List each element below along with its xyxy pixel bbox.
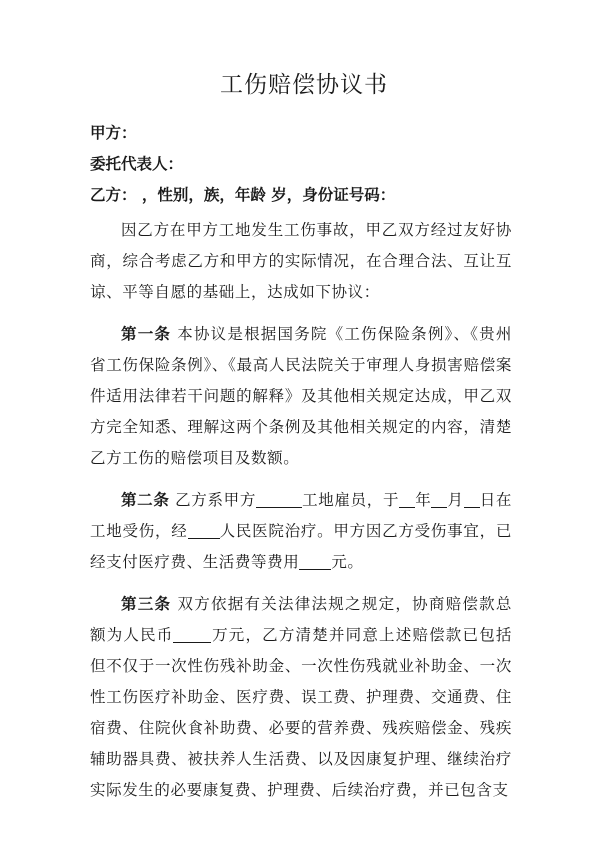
article-3-heading: 第三条 (121, 594, 172, 613)
party-b-text: 乙方： ，性别，族，年龄 岁，身份证号码： (90, 185, 396, 204)
article-3 (90, 588, 512, 806)
article-1-heading: 第一条 (121, 324, 172, 343)
article-3-text-1: 双方依据有关法律法规之规定，协商赔偿款总额为人民币 (90, 595, 512, 644)
blank-paid-amount (299, 554, 331, 571)
article-2 (90, 484, 512, 578)
article-2-text-2: 工地雇员，于 (302, 491, 400, 509)
article-2-text-4: 月 (447, 491, 464, 509)
blank-total-amount (173, 627, 211, 644)
blank-year (399, 492, 415, 509)
article-2-text-3: 年 (415, 491, 432, 509)
blank-hospital (188, 523, 220, 540)
blank-day (464, 492, 480, 509)
representative-line: 委托代表人： (90, 154, 184, 173)
article-1 (90, 318, 512, 474)
article-1-text: 本协议是根据国务院《工伤保险条例》、《贵州省工伤保险条例》、《最高人民法院关于审理人身损害赔偿案件适用法律若干问题的解释》及其他相关规定达成，甲乙双方完全知悉、理解这两个条例及其他相关规定的内容，清楚乙方工伤的赔偿项目及数额。 (90, 325, 512, 467)
article-2-heading: 第二条 (121, 490, 170, 509)
party-a-line: 甲方： (90, 123, 137, 142)
document-title: 工伤赔偿协议书 (220, 72, 388, 98)
article-2-text-1: 乙方系甲方 (169, 491, 257, 509)
article-3-text-2: 万元，乙方清楚并同意上述赔偿款已包括但不仅于一次性伤残补助金、一次性伤残就业补助金、一次性工伤医疗补助金、医疗费、误工费、护理费、交通费、住宿费、住院伙食补助费、必要的营养费、残疾赔偿金、残疾辅助器具费、被扶养人生活费、以及因康复护理、继续治疗实际发生的必要康复费、护理费、后续治疗费，并已包含支 (90, 626, 512, 799)
article-2-text-7: 元。 (331, 553, 364, 571)
article-2-text-6: 人民医院治疗。甲方因乙方受伤事宜，已经支付医疗费、生活费等费用 (90, 522, 512, 571)
intro-paragraph: 因乙方在甲方工地发生工伤事故，甲乙双方经过友好协商，综合考虑乙方和甲方的实际情况，在合理合法、互让互谅、平等自愿的基础上，达成如下协议： (90, 221, 512, 301)
article-2-text-5: 日在工地受伤，经 (90, 491, 512, 540)
blank-month (431, 492, 447, 509)
blank-site (256, 492, 302, 509)
party-b-line (90, 179, 512, 211)
